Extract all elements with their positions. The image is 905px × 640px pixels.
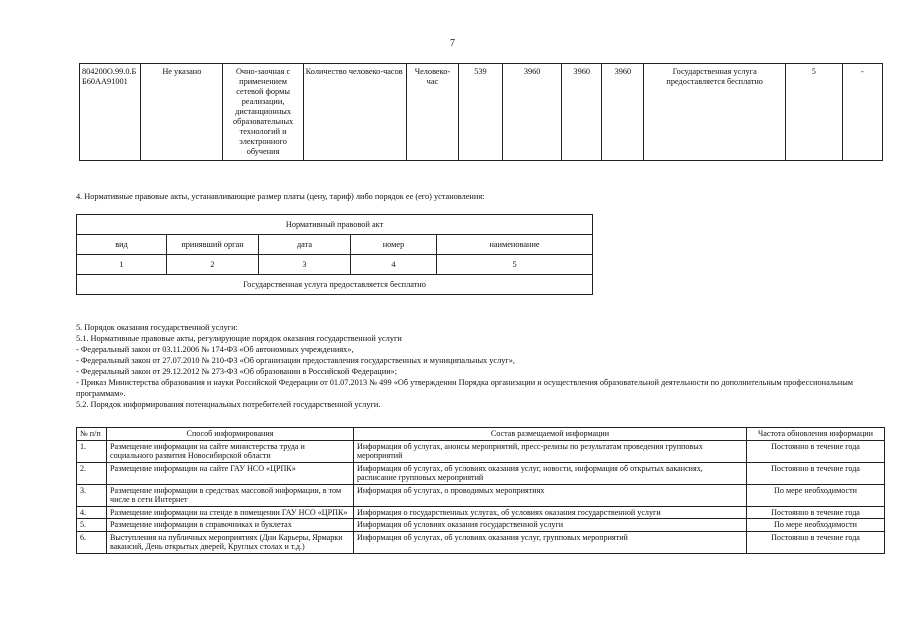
table-row — [80, 64, 883, 161]
row-number: 1. — [77, 440, 107, 462]
section-5-2-title: 5.2. Порядок информирования потенциальных потребителей государственной услуги. — [76, 400, 381, 409]
content-cell: Информация об услугах, об условиях оказания услуг, групповых мероприятий — [354, 531, 747, 553]
method-cell: Размещение информации на сайте ГАУ НСО «ЦРПК» — [107, 462, 354, 484]
table-row — [77, 462, 885, 484]
row-number: 2. — [77, 462, 107, 484]
column-header: наименование — [437, 235, 593, 255]
column-number: 2 — [167, 255, 259, 275]
page-number: 7 — [450, 38, 455, 49]
method-cell: Размещение информации в справочниках и буклетах — [107, 519, 354, 532]
price-cell: Государственная услуга предоставляется бесплатно — [644, 64, 785, 161]
column-header: Состав размещаемой информации — [354, 428, 747, 441]
law-item: - Федеральный закон от 29.12.2012 № 273-ФЗ «Об образовании в Российской Федерации»; — [76, 367, 398, 376]
column-number: 4 — [351, 255, 437, 275]
table-row — [77, 440, 885, 462]
column-number: 1 — [77, 255, 167, 275]
okei-cell: 539 — [458, 64, 502, 161]
deviation-cell: 5 — [785, 64, 842, 161]
section-5-title: 5. Порядок оказания государственной услуги: — [76, 323, 238, 332]
law-item: - Федеральный закон от 27.07.2010 № 210-ФЗ «Об организации предоставления государственных и муниципальных услуг», — [76, 356, 515, 365]
column-header: принявший орган — [167, 235, 259, 255]
method-cell: Выступления на публичных мероприятиях (Дни Карьеры, Ярмарки вакансий, День открытых дверей, Круглых столах и т.д.) — [107, 531, 354, 553]
column-header: номер — [351, 235, 437, 255]
unit-cell: Человеко-час — [407, 64, 459, 161]
not-specified-cell: Не указано — [141, 64, 223, 161]
row-number: 6. — [77, 531, 107, 553]
content-cell: Информация о государственных услугах, об условиях оказания государственной услуги — [354, 506, 747, 519]
frequency-cell: Постоянно в течение года — [747, 531, 885, 553]
indicator-cell: Количество человеко-часов — [303, 64, 406, 161]
method-cell: Размещение информации на сайте министерства труда и социального развития Новосибирской области — [107, 440, 354, 462]
table-row — [77, 531, 885, 553]
form-cell: Очно-заочная с применением сетевой формы реализации, дистанционных образовательных технологий и электронного обучения — [223, 64, 303, 161]
frequency-cell: По мере необходимости — [747, 484, 885, 506]
row-number: 5. — [77, 519, 107, 532]
table-row — [77, 519, 885, 532]
row-number: 3. — [77, 484, 107, 506]
content-cell: Информация об услугах, анонсы мероприятий, пресс-релизы по результатам проведения групповых мероприятий — [354, 440, 747, 462]
method-cell: Размещение информации на стенде в помещении ГАУ НСО «ЦРПК» — [107, 506, 354, 519]
content-cell: Информация об услугах, о проводимых мероприятиях — [354, 484, 747, 506]
column-header: вид — [77, 235, 167, 255]
column-header: Частота обновления информации — [747, 428, 885, 441]
legal-acts-header: Нормативный правовой акт — [77, 215, 593, 235]
method-cell: Размещение информации в средствах массовой информации, в том числе в сети Интернет — [107, 484, 354, 506]
column-number: 3 — [259, 255, 351, 275]
legal-acts-table — [76, 214, 593, 295]
value-cell: 3960 — [503, 64, 562, 161]
content-cell: Информация об условиях оказания государственной услуги — [354, 519, 747, 532]
table-row — [77, 484, 885, 506]
value-cell: 3960 — [562, 64, 602, 161]
law-item: - Приказ Министерства образования и науки Российской Федерации от 01.07.2013 № 499 «Об утверждении Порядка организации и осуществления образовательной деятельности по дополнительным профессиональным программам». — [76, 378, 854, 398]
law-item: - Федеральный закон от 03.11.2006 № 174-ФЗ «Об автономных учреждениях», — [76, 345, 354, 354]
value-cell: 3960 — [602, 64, 644, 161]
legal-acts-footer: Государственная услуга предоставляется бесплатно — [77, 275, 593, 295]
column-header: № п/п — [77, 428, 107, 441]
registry-code: 804200О.99.0.ББ60АА91001 — [80, 64, 141, 161]
dash-cell: - — [842, 64, 882, 161]
column-number: 5 — [437, 255, 593, 275]
frequency-cell: Постоянно в течение года — [747, 506, 885, 519]
section-4-title: 4. Нормативные правовые акты, устанавливающие размер платы (цену, тариф) либо порядок ее (его) установления: — [76, 192, 485, 201]
table-row — [77, 506, 885, 519]
column-header: дата — [259, 235, 351, 255]
frequency-cell: Постоянно в течение года — [747, 462, 885, 484]
content-cell: Информация об услугах, об условиях оказания услуг, новости, информация об открытых вакансиях, расписание групповых мероприятий — [354, 462, 747, 484]
service-volume-table — [79, 63, 883, 161]
section-5-1-title: 5.1. Нормативные правовые акты, регулирующие порядок оказания государственной услуги — [76, 334, 402, 343]
section-5 — [76, 322, 896, 410]
frequency-cell: По мере необходимости — [747, 519, 885, 532]
row-number: 4. — [77, 506, 107, 519]
informing-table — [76, 427, 885, 554]
frequency-cell: Постоянно в течение года — [747, 440, 885, 462]
column-header: Способ информирования — [107, 428, 354, 441]
